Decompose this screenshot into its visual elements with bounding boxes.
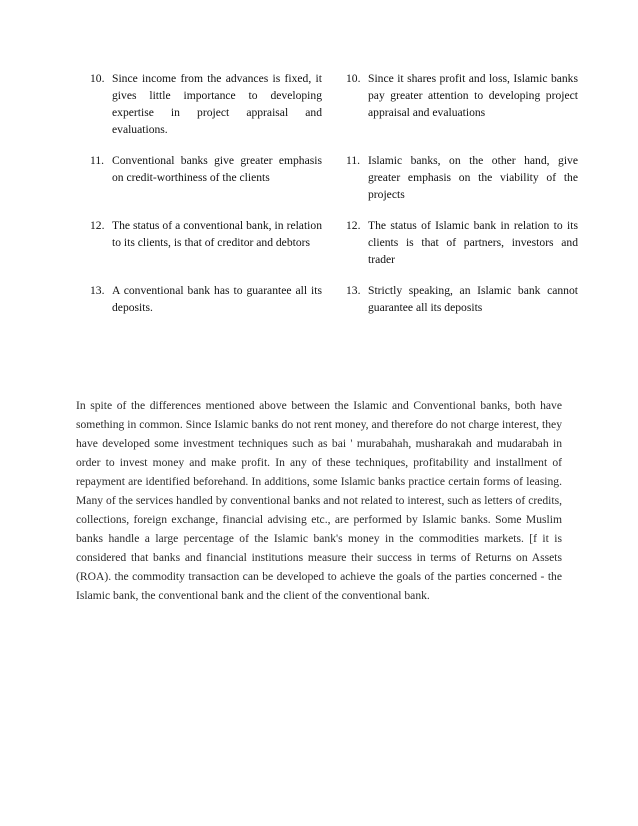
point-text: Islamic banks, on the other hand, give greater emphasis on the viability of the projects [368, 154, 578, 201]
comparison-row [90, 70, 578, 138]
point-text: The status of a conventional bank, in relation to its clients, is that of creditor and debtors [112, 219, 322, 249]
comparison-row [90, 282, 578, 316]
conventional-point [90, 70, 322, 138]
point-number: 12. [346, 219, 361, 232]
conventional-point [90, 152, 322, 203]
conventional-point [90, 217, 322, 268]
body-paragraph: In spite of the differences mentioned above between the Islamic and Conventional banks, both have something in common. Since Islamic banks do not rent money, and therefore do not charge interest, they have developed some investment techniques such as bai ' murabahah, musharakah and mudarabah in order to invest money and make profit. In any of these techniques, profitability and installment of repayment are identified beforehand. In additions, some Islamic banks practice certain forms of leasing. Many of the services handled by conventional banks and not related to interest, such as letters of credits, collections, foreign exchange, financial advising etc., are performed by Islamic banks. Some Muslim banks handle a large percentage of the Islamic bank's money in the commodities markets. [f it is considered that banks and financial institutions measure their success in terms of Returns on Assets (ROA). the commodity transaction can be developed to achieve the goals of the parties concerned - the Islamic bank, the conventional bank and the client of the conventional bank. [76, 398, 562, 602]
islamic-point [346, 217, 578, 268]
comparison-row [90, 152, 578, 203]
point-text: Conventional banks give greater emphasis on credit-worthiness of the clients [112, 154, 322, 184]
point-text: Strictly speaking, an Islamic bank cannot guarantee all its deposits [368, 284, 578, 314]
islamic-point [346, 70, 578, 138]
islamic-point [346, 152, 578, 203]
comparison-row [90, 217, 578, 268]
point-number: 13. [90, 284, 105, 297]
point-number: 12. [90, 219, 105, 232]
point-text: The status of Islamic bank in relation to its clients is that of partners, investors and trader [368, 219, 578, 266]
islamic-point [346, 282, 578, 316]
point-text: Since it shares profit and loss, Islamic banks pay greater attention to developing project appraisal and evaluations [368, 72, 578, 119]
conventional-point [90, 282, 322, 316]
point-number: 10. [90, 72, 105, 85]
point-number: 10. [346, 72, 361, 85]
point-text: A conventional bank has to guarantee all its deposits. [112, 284, 322, 314]
point-number: 13. [346, 284, 361, 297]
point-number: 11. [346, 154, 361, 167]
point-number: 11. [90, 154, 105, 167]
point-text: Since income from the advances is fixed, it gives little importance to developing expertise in project appraisal and evaluations. [112, 72, 322, 136]
comparison-table [90, 70, 578, 330]
